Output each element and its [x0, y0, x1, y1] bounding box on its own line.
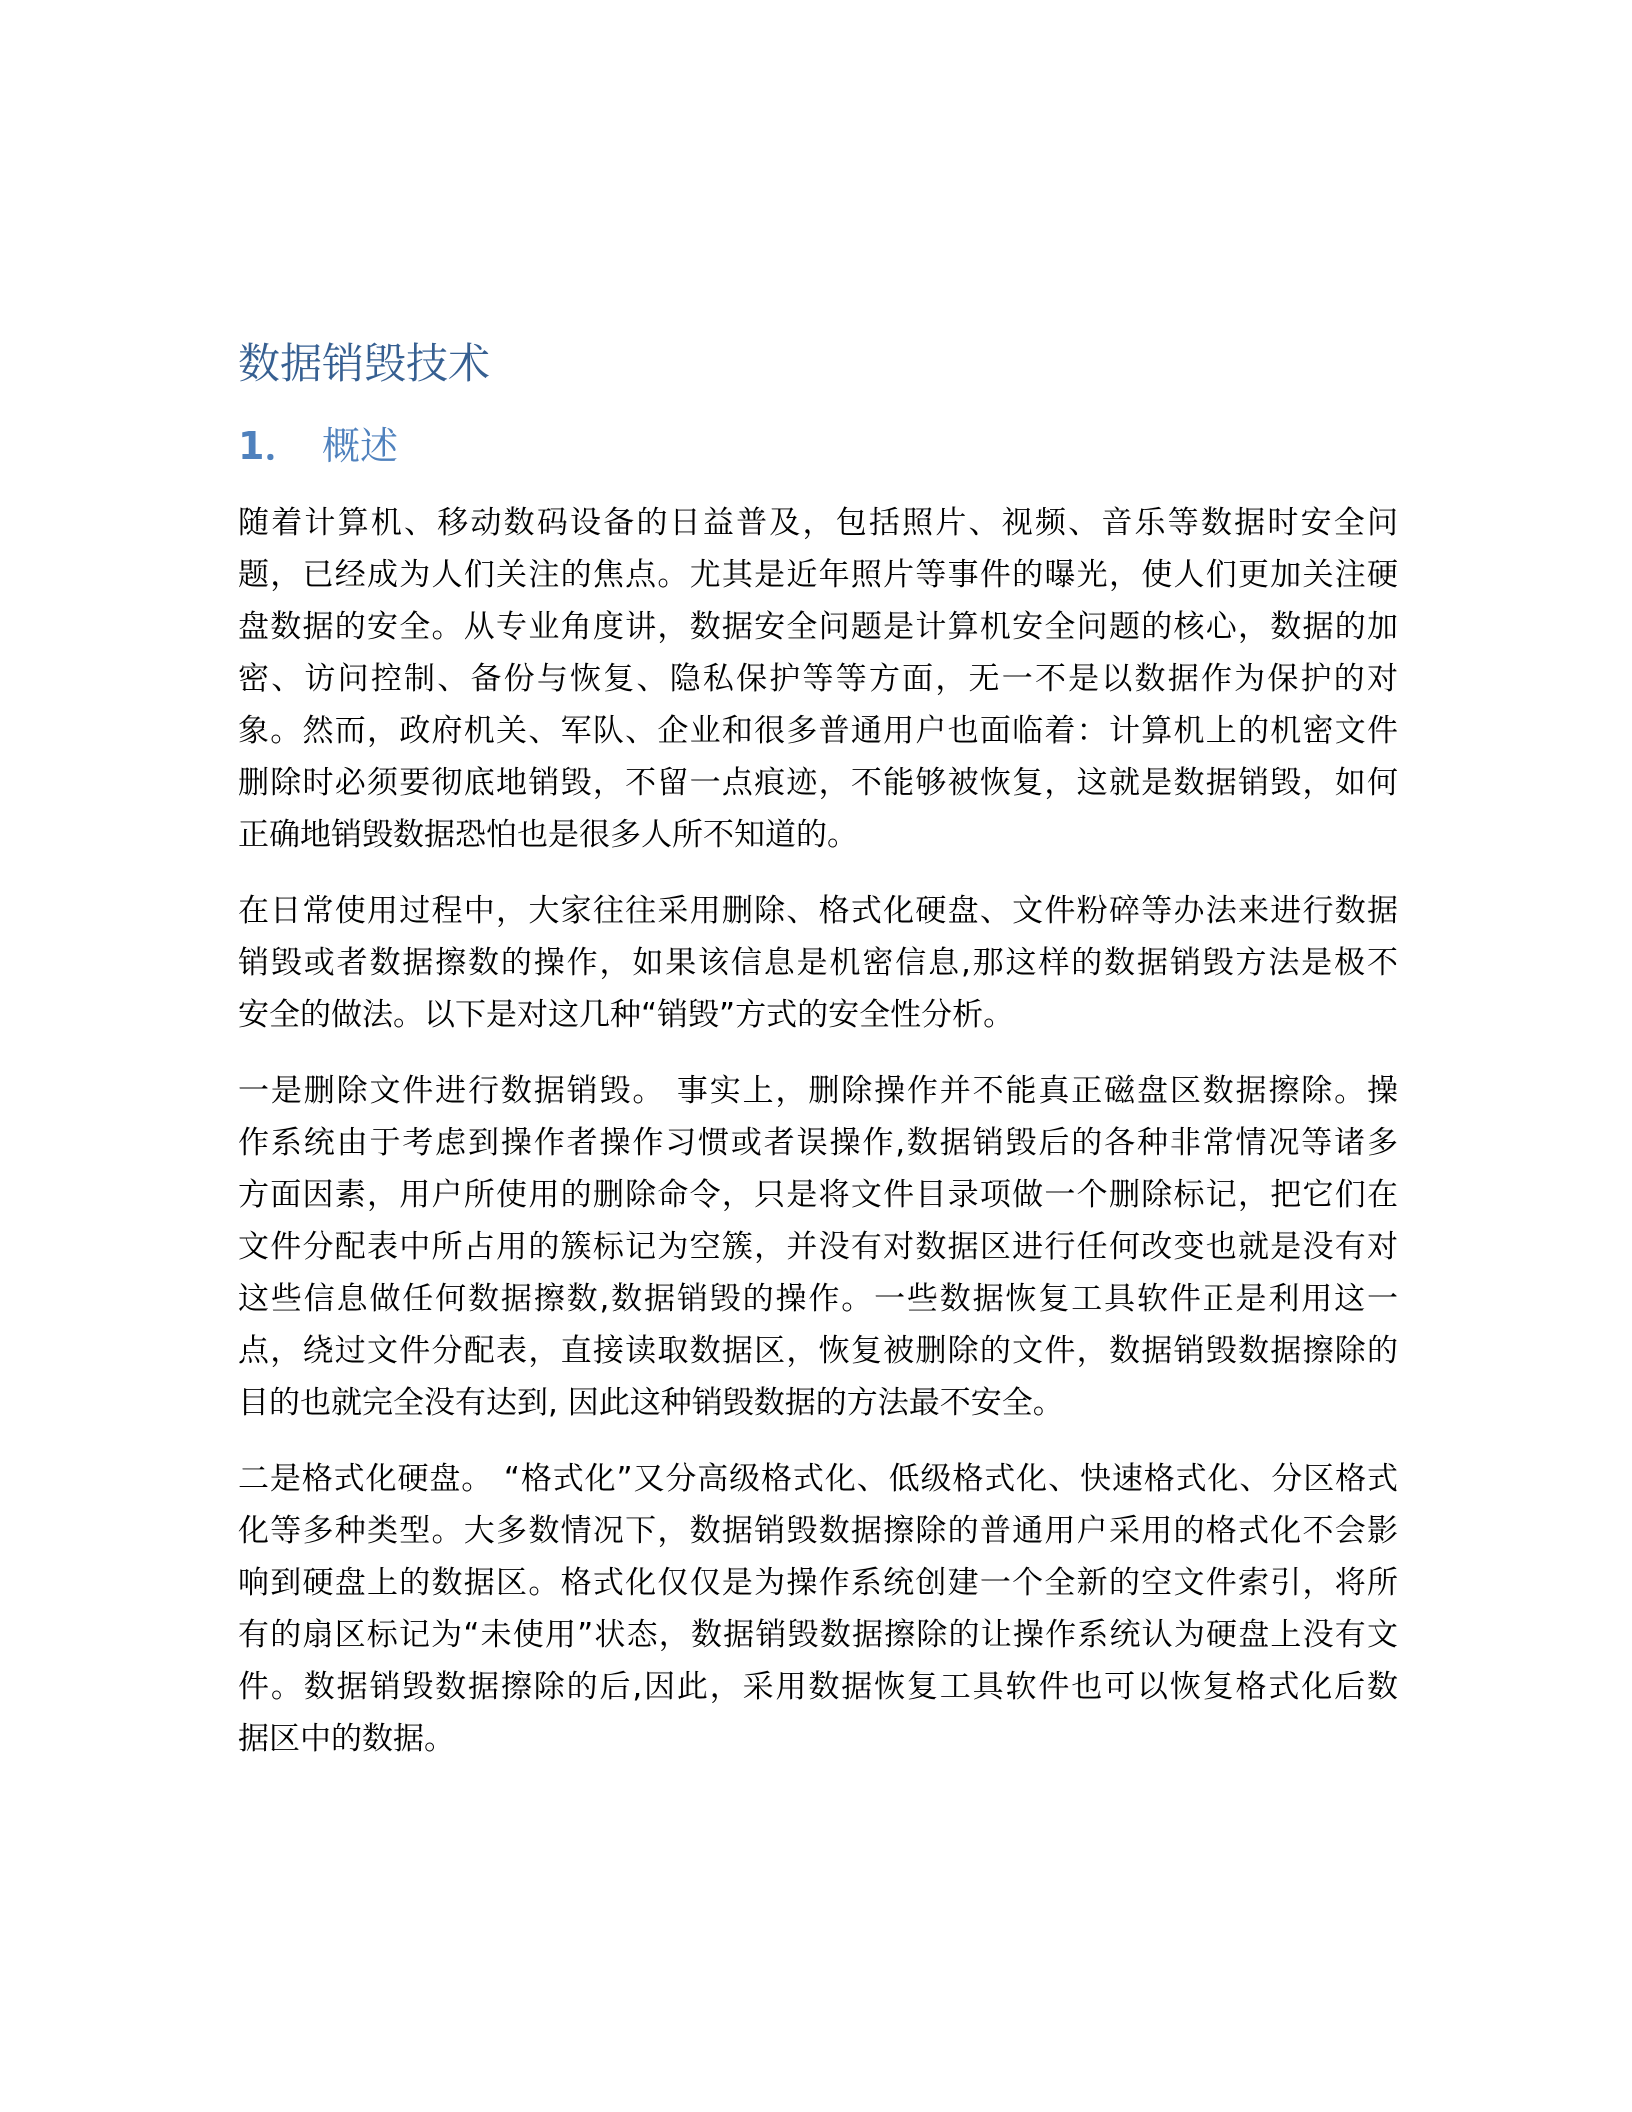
- paragraph-line: 销毁或者数据擦数的操作，如果该信息是机密信息,那这样的数据销毁方法是极不: [238, 945, 1398, 981]
- paragraph-line: 这些信息做任何数据擦数,数据销毁的操作。一些数据恢复工具软件正是利用这一: [238, 1281, 1398, 1317]
- paragraph-line: 象。然而，政府机关、军队、企业和很多普通用户也面临着：计算机上的机密文件: [238, 713, 1398, 749]
- paragraph-line: 一是删除文件进行数据销毁。 事实上，删除操作并不能真正磁盘区数据擦除。操: [238, 1073, 1398, 1109]
- section-heading-text: 概述: [322, 424, 399, 468]
- paragraph-line: 据区中的数据。: [238, 1721, 455, 1757]
- paragraph-line: 文件分配表中所占用的簇标记为空簇，并没有对数据区进行任何改变也就是没有对: [238, 1229, 1398, 1265]
- paragraph-line: 删除时必须要彻底地销毁，不留一点痕迹，不能够被恢复，这就是数据销毁，如何: [238, 765, 1398, 801]
- document-body: [238, 497, 1398, 1789]
- paragraph-line: 作系统由于考虑到操作者操作习惯或者误操作,数据销毁后的各种非常情况等诸多: [238, 1125, 1398, 1161]
- paragraph-line: 盘数据的安全。从专业角度讲，数据安全问题是计算机安全问题的核心，数据的加: [238, 609, 1398, 645]
- paragraph-line: 安全的做法。以下是对这几种“销毁”方式的安全性分析。: [238, 997, 1015, 1033]
- paragraph-line: 有的扇区标记为“未使用”状态，数据销毁数据擦除的让操作系统认为硬盘上没有文: [238, 1617, 1398, 1653]
- paragraph-line: 题，已经成为人们关注的焦点。尤其是近年照片等事件的曝光，使人们更加关注硬: [238, 557, 1398, 593]
- document-title: 数据销毁技术: [238, 339, 491, 388]
- section-number: 1．: [238, 424, 303, 468]
- paragraph-line: 密、访问控制、备份与恢复、隐私保护等等方面，无一不是以数据作为保护的对: [238, 661, 1398, 697]
- paragraph-line: 正确地销毁数据恐怕也是很多人所不知道的。: [238, 817, 858, 853]
- paragraph-line: 点，绕过文件分配表，直接读取数据区，恢复被删除的文件，数据销毁数据擦除的: [238, 1333, 1398, 1369]
- paragraph-line: 二是格式化硬盘。 “格式化”又分高级格式化、低级格式化、快速格式化、分区格式: [238, 1461, 1398, 1497]
- paragraph: [238, 885, 1398, 1041]
- paragraph-line: 方面因素，用户所使用的删除命令，只是将文件目录项做一个删除标记，把它们在: [238, 1177, 1398, 1213]
- paragraph-line: 随着计算机、移动数码设备的日益普及，包括照片、视频、音乐等数据时安全问: [238, 505, 1398, 541]
- paragraph-line: 化等多种类型。大多数情况下，数据销毁数据擦除的普通用户采用的格式化不会影: [238, 1513, 1398, 1549]
- paragraph-line: 响到硬盘上的数据区。格式化仅仅是为操作系统创建一个全新的空文件索引，将所: [238, 1565, 1398, 1601]
- paragraph-line: 目的也就完全没有达到, 因此这种销毁数据的方法最不安全。: [238, 1385, 1064, 1421]
- paragraph: [238, 1453, 1398, 1765]
- paragraph: [238, 1065, 1398, 1429]
- paragraph: [238, 497, 1398, 861]
- paragraph-line: 在日常使用过程中，大家往往采用删除、格式化硬盘、文件粉碎等办法来进行数据: [238, 893, 1398, 929]
- paragraph-line: 件。数据销毁数据擦除的后,因此，采用数据恢复工具软件也可以恢复格式化后数: [238, 1669, 1398, 1705]
- section-heading: [238, 420, 398, 472]
